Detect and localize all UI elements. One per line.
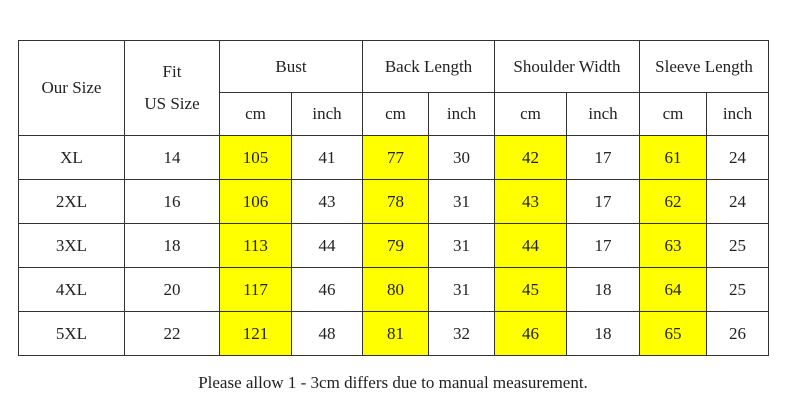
bust-inch-cell: 48 [292, 312, 363, 356]
unit-header: cm [495, 93, 567, 136]
sleeve-length-inch-cell: 25 [707, 268, 769, 312]
back-length-inch-cell: 31 [429, 268, 495, 312]
unit-header: cm [640, 93, 707, 136]
back-length-inch-cell: 30 [429, 136, 495, 180]
us-size-cell: 20 [125, 268, 220, 312]
table-row [19, 312, 769, 356]
bust-cm-cell: 113 [220, 224, 292, 268]
fit-us-size-header [125, 41, 220, 136]
size-cell: XL [19, 136, 125, 180]
back-length-inch-cell: 31 [429, 180, 495, 224]
table-row [19, 268, 769, 312]
us-size-cell: 14 [125, 136, 220, 180]
shoulder-width-cm-cell: 45 [495, 268, 567, 312]
back-length-inch-cell: 32 [429, 312, 495, 356]
sleeve-length-inch-cell: 24 [707, 180, 769, 224]
unit-header: inch [567, 93, 640, 136]
us-size-cell: 18 [125, 224, 220, 268]
bust-cm-cell: 105 [220, 136, 292, 180]
table-row [19, 224, 769, 268]
bust-inch-cell: 43 [292, 180, 363, 224]
us-size-cell: 22 [125, 312, 220, 356]
table-row [19, 136, 769, 180]
shoulder-width-cm-cell: 42 [495, 136, 567, 180]
sleeve-length-inch-cell: 24 [707, 136, 769, 180]
size-cell: 5XL [19, 312, 125, 356]
sleeve-length-cm-cell: 61 [640, 136, 707, 180]
shoulder-width-inch-cell: 18 [567, 268, 640, 312]
unit-header: inch [707, 93, 769, 136]
unit-header: inch [292, 93, 363, 136]
sleeve-length-header: Sleeve Length [640, 41, 769, 93]
unit-header: cm [363, 93, 429, 136]
table-row [19, 180, 769, 224]
shoulder-width-inch-cell: 18 [567, 312, 640, 356]
back-length-header: Back Length [363, 41, 495, 93]
unit-header: inch [429, 93, 495, 136]
back-length-cm-cell: 79 [363, 224, 429, 268]
shoulder-width-inch-cell: 17 [567, 224, 640, 268]
bust-cm-cell: 117 [220, 268, 292, 312]
bust-cm-cell: 121 [220, 312, 292, 356]
shoulder-width-cm-cell: 46 [495, 312, 567, 356]
fit-label: Fit [162, 62, 182, 81]
bust-inch-cell: 41 [292, 136, 363, 180]
sleeve-length-cm-cell: 63 [640, 224, 707, 268]
size-cell: 3XL [19, 224, 125, 268]
shoulder-width-inch-cell: 17 [567, 180, 640, 224]
sleeve-length-inch-cell: 25 [707, 224, 769, 268]
back-length-cm-cell: 77 [363, 136, 429, 180]
measurement-note: Please allow 1 - 3cm differs due to manual measurement. [198, 373, 588, 392]
unit-header: cm [220, 93, 292, 136]
shoulder-width-inch-cell: 17 [567, 136, 640, 180]
us-size-cell: 16 [125, 180, 220, 224]
size-cell: 4XL [19, 268, 125, 312]
bust-inch-cell: 46 [292, 268, 363, 312]
shoulder-width-cm-cell: 43 [495, 180, 567, 224]
back-length-cm-cell: 81 [363, 312, 429, 356]
bust-header: Bust [220, 41, 363, 93]
back-length-inch-cell: 31 [429, 224, 495, 268]
our-size-header: Our Size [19, 41, 125, 136]
sleeve-length-cm-cell: 64 [640, 268, 707, 312]
sleeve-length-inch-cell: 26 [707, 312, 769, 356]
sleeve-length-cm-cell: 62 [640, 180, 707, 224]
us-size-label: US Size [144, 94, 200, 113]
back-length-cm-cell: 80 [363, 268, 429, 312]
bust-cm-cell: 106 [220, 180, 292, 224]
sleeve-length-cm-cell: 65 [640, 312, 707, 356]
bust-inch-cell: 44 [292, 224, 363, 268]
shoulder-width-cm-cell: 44 [495, 224, 567, 268]
size-chart-table [18, 40, 769, 356]
back-length-cm-cell: 78 [363, 180, 429, 224]
header-row-groups [19, 41, 769, 93]
shoulder-width-header: Shoulder Width [495, 41, 640, 93]
size-cell: 2XL [19, 180, 125, 224]
